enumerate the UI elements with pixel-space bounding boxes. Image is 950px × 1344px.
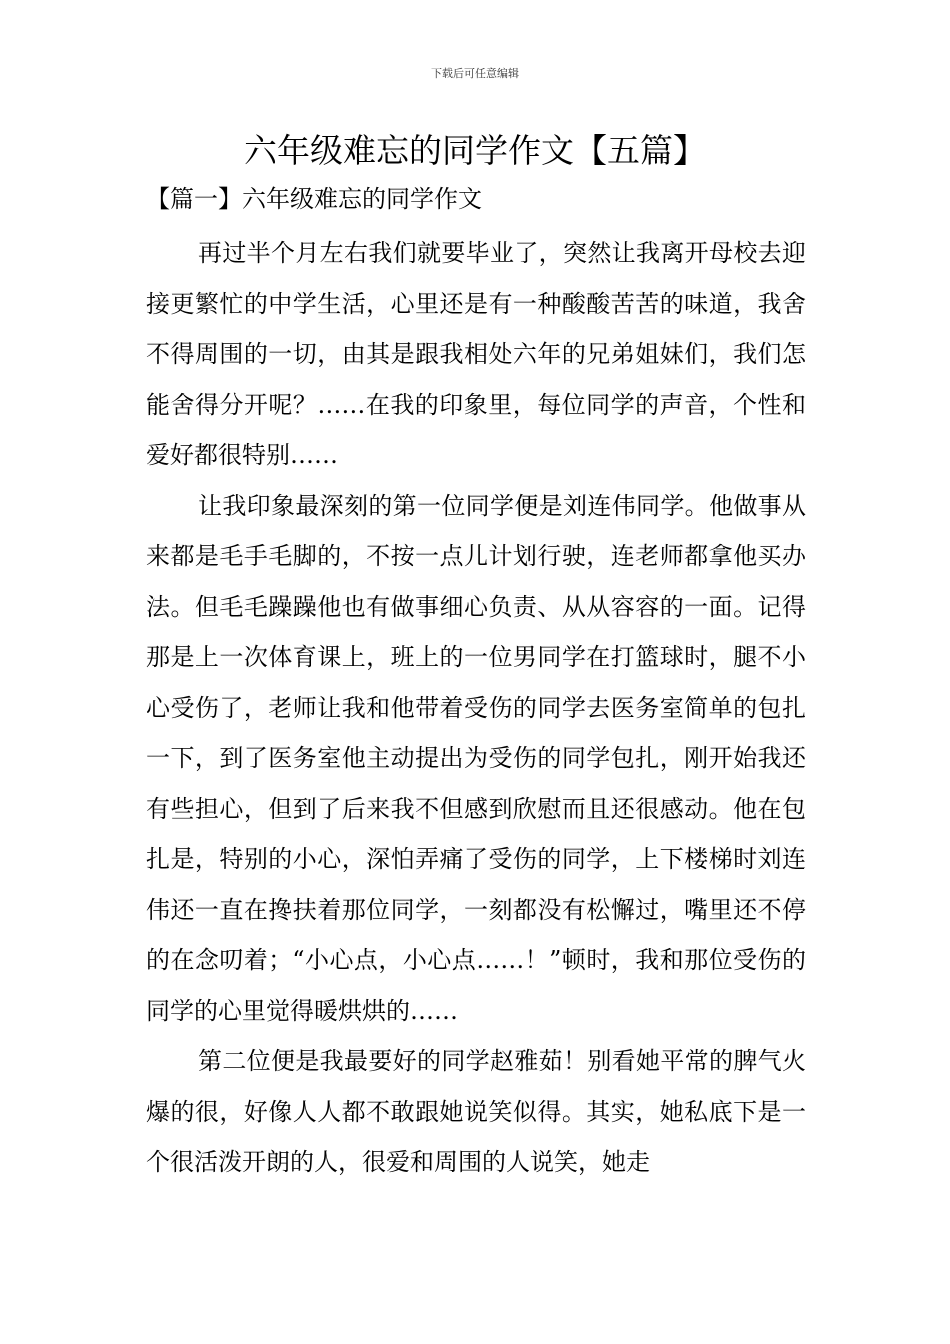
paragraph: 再过半个月左右我们就要毕业了，突然让我离开母校去迎接更繁忙的中学生活，心里还是有一种酸酸苦苦的味道，我舍不得周围的一切，由其是跟我相处六年的兄弟姐妹们，我们怎能舍得分开呢？……在我的印象里，每位同学的声音，个性和爱好都很特别…… [146, 239, 806, 469]
paragraph: 第二位便是我最要好的同学赵雅茹！别看她平常的脾气火爆的很，好像人人都不敢跟她说笑似得。其实，她私底下是一个很活泼开朗的人，很爱和周围的人说笑，她走 [146, 1047, 806, 1176]
body-text [146, 228, 806, 1188]
section-heading: 【篇一】六年级难忘的同学作文 [146, 185, 482, 213]
paragraph: 让我印象最深刻的第一位同学便是刘连伟同学。他做事从来都是毛手毛脚的，不按一点儿计划行驶，连老师都拿他买办法。但毛毛躁躁他也有做事细心负责、从从容容的一面。记得那是上一次体育课上，班上的一位男同学在打篮球时，腿不小心受伤了，老师让我和他带着受伤的同学去医务室简单的包扎一下，到了医务室他主动提出为受伤的同学包扎，刚开始我还有些担心，但到了后来我不但感到欣慰而且还很感动。他在包扎是，特别的小心，深怕弄痛了受伤的同学，上下楼梯时刘连伟还一直在搀扶着那位同学，一刻都没有松懈过，嘴里还不停的在念叨着；“小心点，小心点……！”顿时，我和那位受伤的同学的心里觉得暖烘烘的…… [146, 491, 806, 1025]
document-title: 六年级难忘的同学作文【五篇】 [244, 131, 706, 170]
header-note: 下载后可任意编辑 [431, 67, 519, 80]
